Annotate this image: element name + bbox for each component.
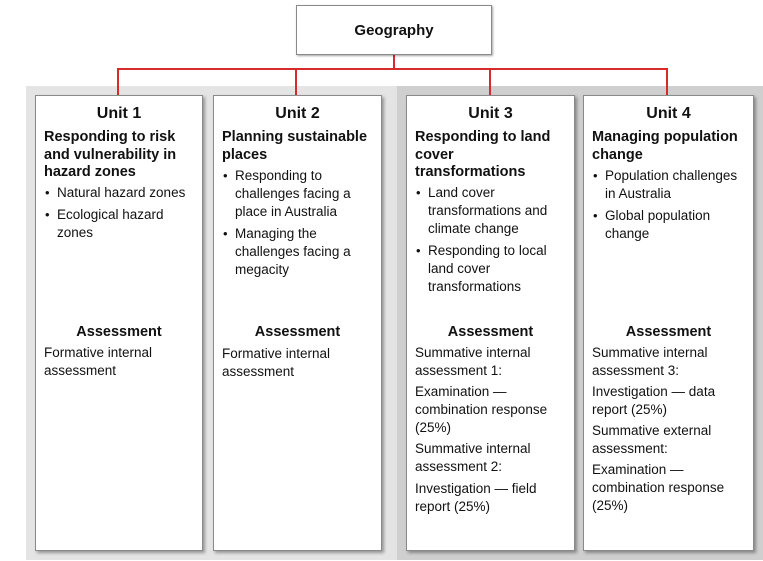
bullet-icon: • — [416, 185, 421, 200]
list-item: • Managing the challenges facing a megacity — [223, 226, 351, 277]
geography-root-box — [296, 5, 492, 55]
list-item: • Global population change — [593, 208, 711, 241]
list-item: • Responding to challenges facing a place in Australia — [223, 168, 351, 219]
assessment-heading: Assessment — [76, 324, 162, 340]
list-item: • Ecological hazard zones — [45, 207, 164, 240]
list-item: • Responding to local land cover transformations — [416, 243, 547, 294]
assessment-item: Summative internal assessment 1: — [415, 345, 531, 378]
unit-heading: Responding to land cover transformations — [415, 129, 551, 180]
unit-1-card — [35, 95, 203, 551]
unit-topics-list — [415, 184, 570, 300]
bullet-icon: • — [593, 208, 598, 223]
assessment-item: Examination — combination response (25%) — [592, 462, 725, 513]
unit-heading: Responding to risk and vulnerability in hazard zones — [44, 129, 177, 180]
unit-topics-list — [44, 184, 198, 246]
assessment-heading: Assessment — [254, 324, 341, 340]
unit-title: Unit 4 — [646, 105, 691, 122]
assessment-item: Formative internal assessment — [44, 345, 153, 378]
assessment-item: Formative internal assessment — [222, 346, 331, 379]
unit-3-card — [406, 95, 575, 551]
bullet-icon: • — [45, 207, 50, 222]
bullet-icon: • — [223, 168, 228, 183]
list-item: • Population challenges in Australia — [593, 168, 738, 201]
assessment-item: Investigation — data report (25%) — [592, 384, 716, 417]
unit-2-card — [213, 95, 382, 551]
unit-heading: Planning sustainable places — [222, 129, 368, 163]
unit-topics-list — [222, 167, 377, 283]
bullet-icon: • — [416, 243, 421, 258]
assessment-item: Summative internal assessment 3: — [592, 345, 708, 378]
bullet-icon: • — [223, 226, 228, 241]
assessment-item: Examination — combination response (25%) — [415, 384, 548, 435]
bullet-icon: • — [45, 185, 50, 200]
list-item: • Land cover transformations and climate change — [416, 185, 548, 236]
assessment-item: Investigation — field report (25%) — [415, 481, 537, 514]
unit-title: Unit 2 — [275, 105, 320, 122]
assessment-heading: Assessment — [447, 324, 534, 340]
unit-4-card — [583, 95, 754, 551]
root-label: Geography — [354, 21, 434, 39]
unit-title: Unit 3 — [468, 105, 513, 122]
assessment-heading: Assessment — [625, 324, 712, 340]
unit-topics-list — [592, 167, 749, 247]
unit-heading: Managing population change — [592, 129, 738, 163]
assessment-item: Summative internal assessment 2: — [415, 441, 531, 474]
list-item: • Natural hazard zones — [45, 185, 186, 200]
bullet-icon: • — [593, 168, 598, 183]
assessment-item: Summative external assessment: — [592, 423, 712, 456]
unit-title: Unit 1 — [96, 105, 142, 122]
